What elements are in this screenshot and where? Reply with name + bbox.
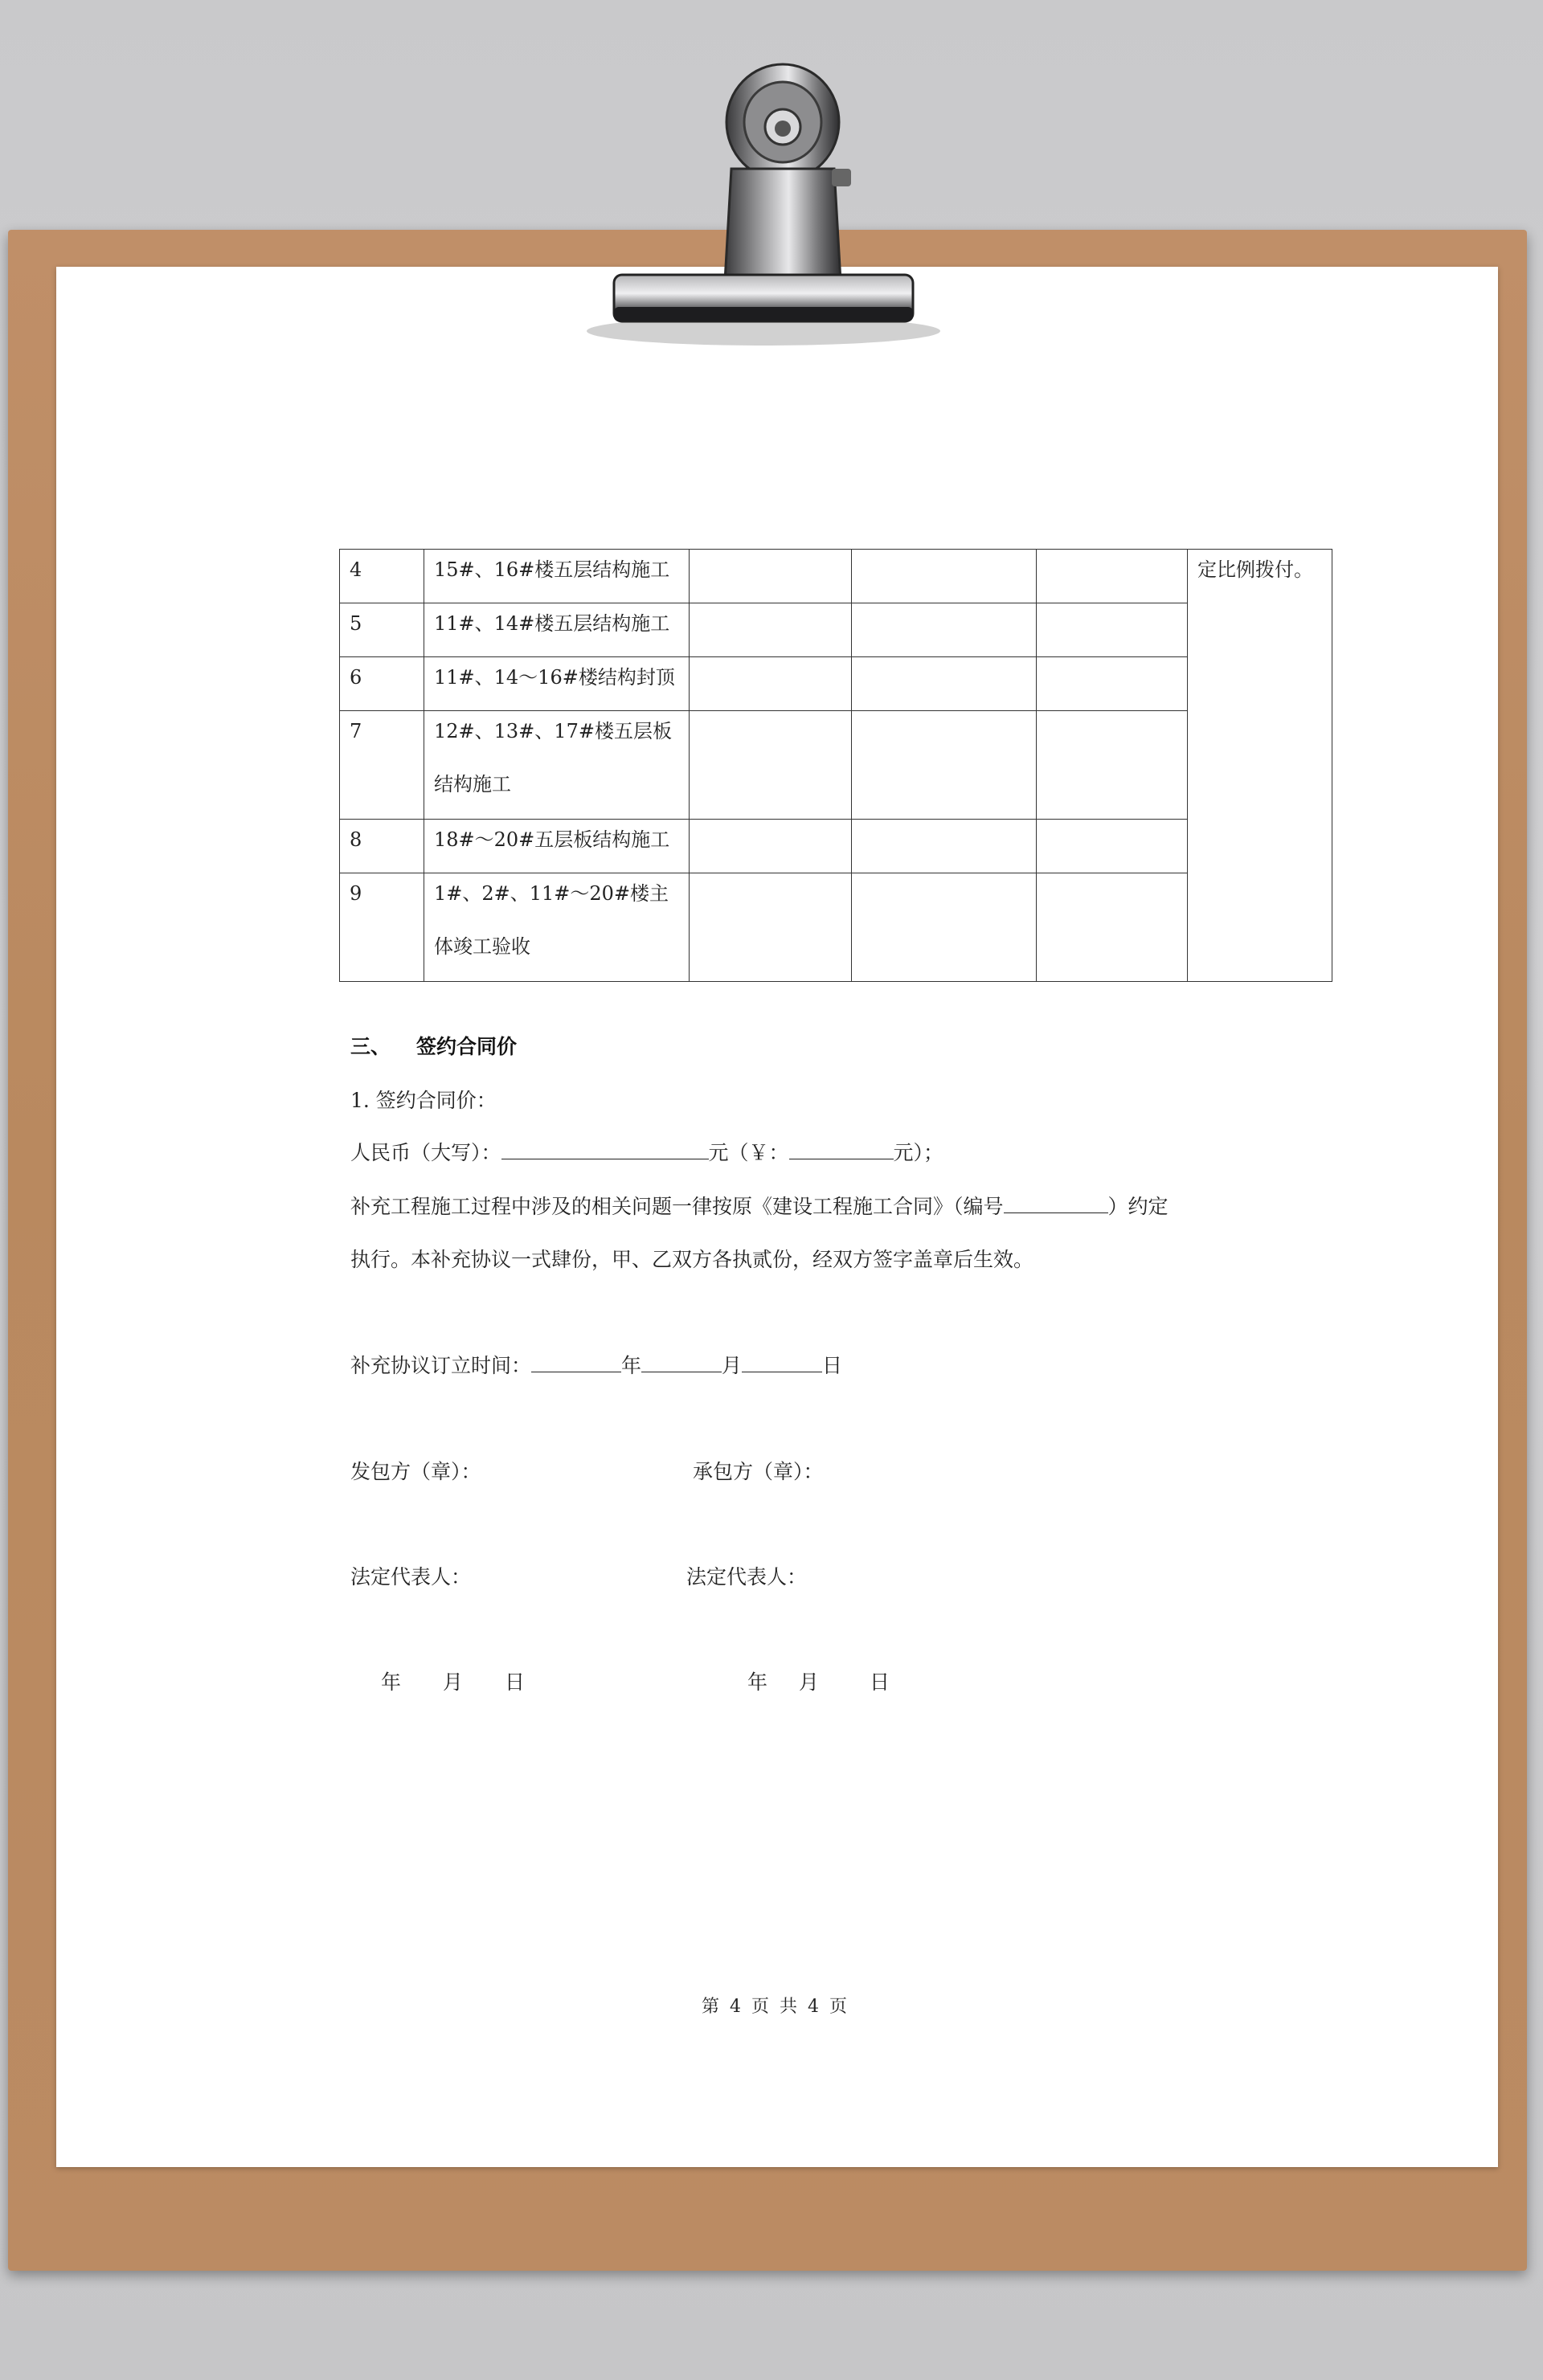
row-number-cell: 4 xyxy=(340,550,424,603)
contract-number-blank xyxy=(1004,1195,1108,1213)
item-cell: 12#、13#、17#楼五层板结构施工 xyxy=(424,711,690,820)
right-year: 年 xyxy=(747,1670,768,1694)
item-cell: 11#、14～16#楼结构封顶 xyxy=(424,657,690,711)
row-number-cell: 6 xyxy=(340,657,424,711)
empty-cell xyxy=(852,820,1037,873)
item-cell: 15#、16#楼五层结构施工 xyxy=(424,550,690,603)
left-month: 月 xyxy=(443,1670,464,1694)
empty-cell xyxy=(690,711,852,820)
row-number-cell: 7 xyxy=(340,711,424,820)
table-row xyxy=(340,603,1332,657)
agreement-date-label: 补充协议订立时间： xyxy=(350,1354,532,1377)
month-label: 月 xyxy=(722,1354,743,1377)
legal-rep-left-label: 法定代表人： xyxy=(350,1565,472,1589)
empty-cell xyxy=(1037,873,1188,982)
empty-cell xyxy=(690,873,852,982)
empty-cell xyxy=(1037,711,1188,820)
left-sign-date xyxy=(381,1666,525,1695)
table-row xyxy=(340,711,1332,820)
rmb-amount-blank xyxy=(789,1141,894,1159)
legal-rep-right-label: 法定代表人： xyxy=(686,1565,808,1589)
left-day: 日 xyxy=(505,1670,526,1694)
yuan-end: 元）； xyxy=(893,1141,944,1164)
page-footer: 第 4 页 共 4 页 xyxy=(702,1997,847,2017)
row-number-cell: 8 xyxy=(340,820,424,873)
section-title-text: 签约合同价 xyxy=(416,1035,518,1058)
empty-cell xyxy=(852,603,1037,657)
row-number-cell: 9 xyxy=(340,873,424,982)
empty-cell xyxy=(1037,657,1188,711)
empty-cell xyxy=(852,550,1037,603)
empty-cell xyxy=(690,657,852,711)
agreement-date-line xyxy=(350,1350,842,1379)
row-number-cell: 5 xyxy=(340,603,424,657)
table-row xyxy=(340,550,1332,603)
price-label: 1. 签约合同价： xyxy=(350,1089,497,1112)
left-year: 年 xyxy=(381,1670,402,1694)
section-number: 三、 xyxy=(350,1035,391,1058)
clause-text-b: ）约定 xyxy=(1107,1195,1169,1218)
year-blank xyxy=(531,1354,621,1372)
rmb-prefix: 人民币（大写）： xyxy=(350,1141,501,1164)
empty-cell xyxy=(1037,550,1188,603)
item-cell: 1#、2#、11#～20#楼主体竣工验收 xyxy=(424,873,690,982)
item-cell: 11#、14#楼五层结构施工 xyxy=(424,603,690,657)
table-row xyxy=(340,820,1332,873)
day-blank xyxy=(742,1354,822,1372)
empty-cell xyxy=(690,550,852,603)
month-blank xyxy=(641,1354,722,1372)
contractor-seal-label: 承包方（章）： xyxy=(693,1460,824,1483)
rmb-words-blank xyxy=(501,1141,709,1159)
right-month: 月 xyxy=(799,1670,820,1694)
year-label: 年 xyxy=(621,1354,642,1377)
empty-cell xyxy=(852,711,1037,820)
item-cell: 18#～20#五层板结构施工 xyxy=(424,820,690,873)
yuan-mid: 元（￥： xyxy=(708,1141,789,1164)
progress-payment-table xyxy=(339,549,1332,982)
empty-cell xyxy=(690,820,852,873)
table-row xyxy=(340,873,1332,982)
merged-note-cell: 定比例拨付。 xyxy=(1188,550,1332,982)
empty-cell xyxy=(1037,603,1188,657)
empty-cell xyxy=(852,873,1037,982)
table-row xyxy=(340,657,1332,711)
empty-cell xyxy=(1037,820,1188,873)
right-day: 日 xyxy=(870,1670,890,1694)
clause-line-1 xyxy=(350,1191,1169,1220)
employer-seal-label: 发包方（章）： xyxy=(350,1460,481,1483)
rmb-line xyxy=(350,1137,943,1166)
right-sign-date xyxy=(747,1666,890,1695)
empty-cell xyxy=(852,657,1037,711)
day-label: 日 xyxy=(822,1354,843,1377)
clause-line-2: 执行。本补充协议一式肆份，甲、乙双方各执贰份，经双方签字盖章后生效。 xyxy=(350,1248,1034,1271)
empty-cell xyxy=(690,603,852,657)
binder-clip-icon xyxy=(579,48,948,354)
clause-text-a: 补充工程施工过程中涉及的相关问题一律按原《建设工程施工合同》（编号 xyxy=(350,1195,1004,1218)
section-heading xyxy=(350,1031,517,1060)
